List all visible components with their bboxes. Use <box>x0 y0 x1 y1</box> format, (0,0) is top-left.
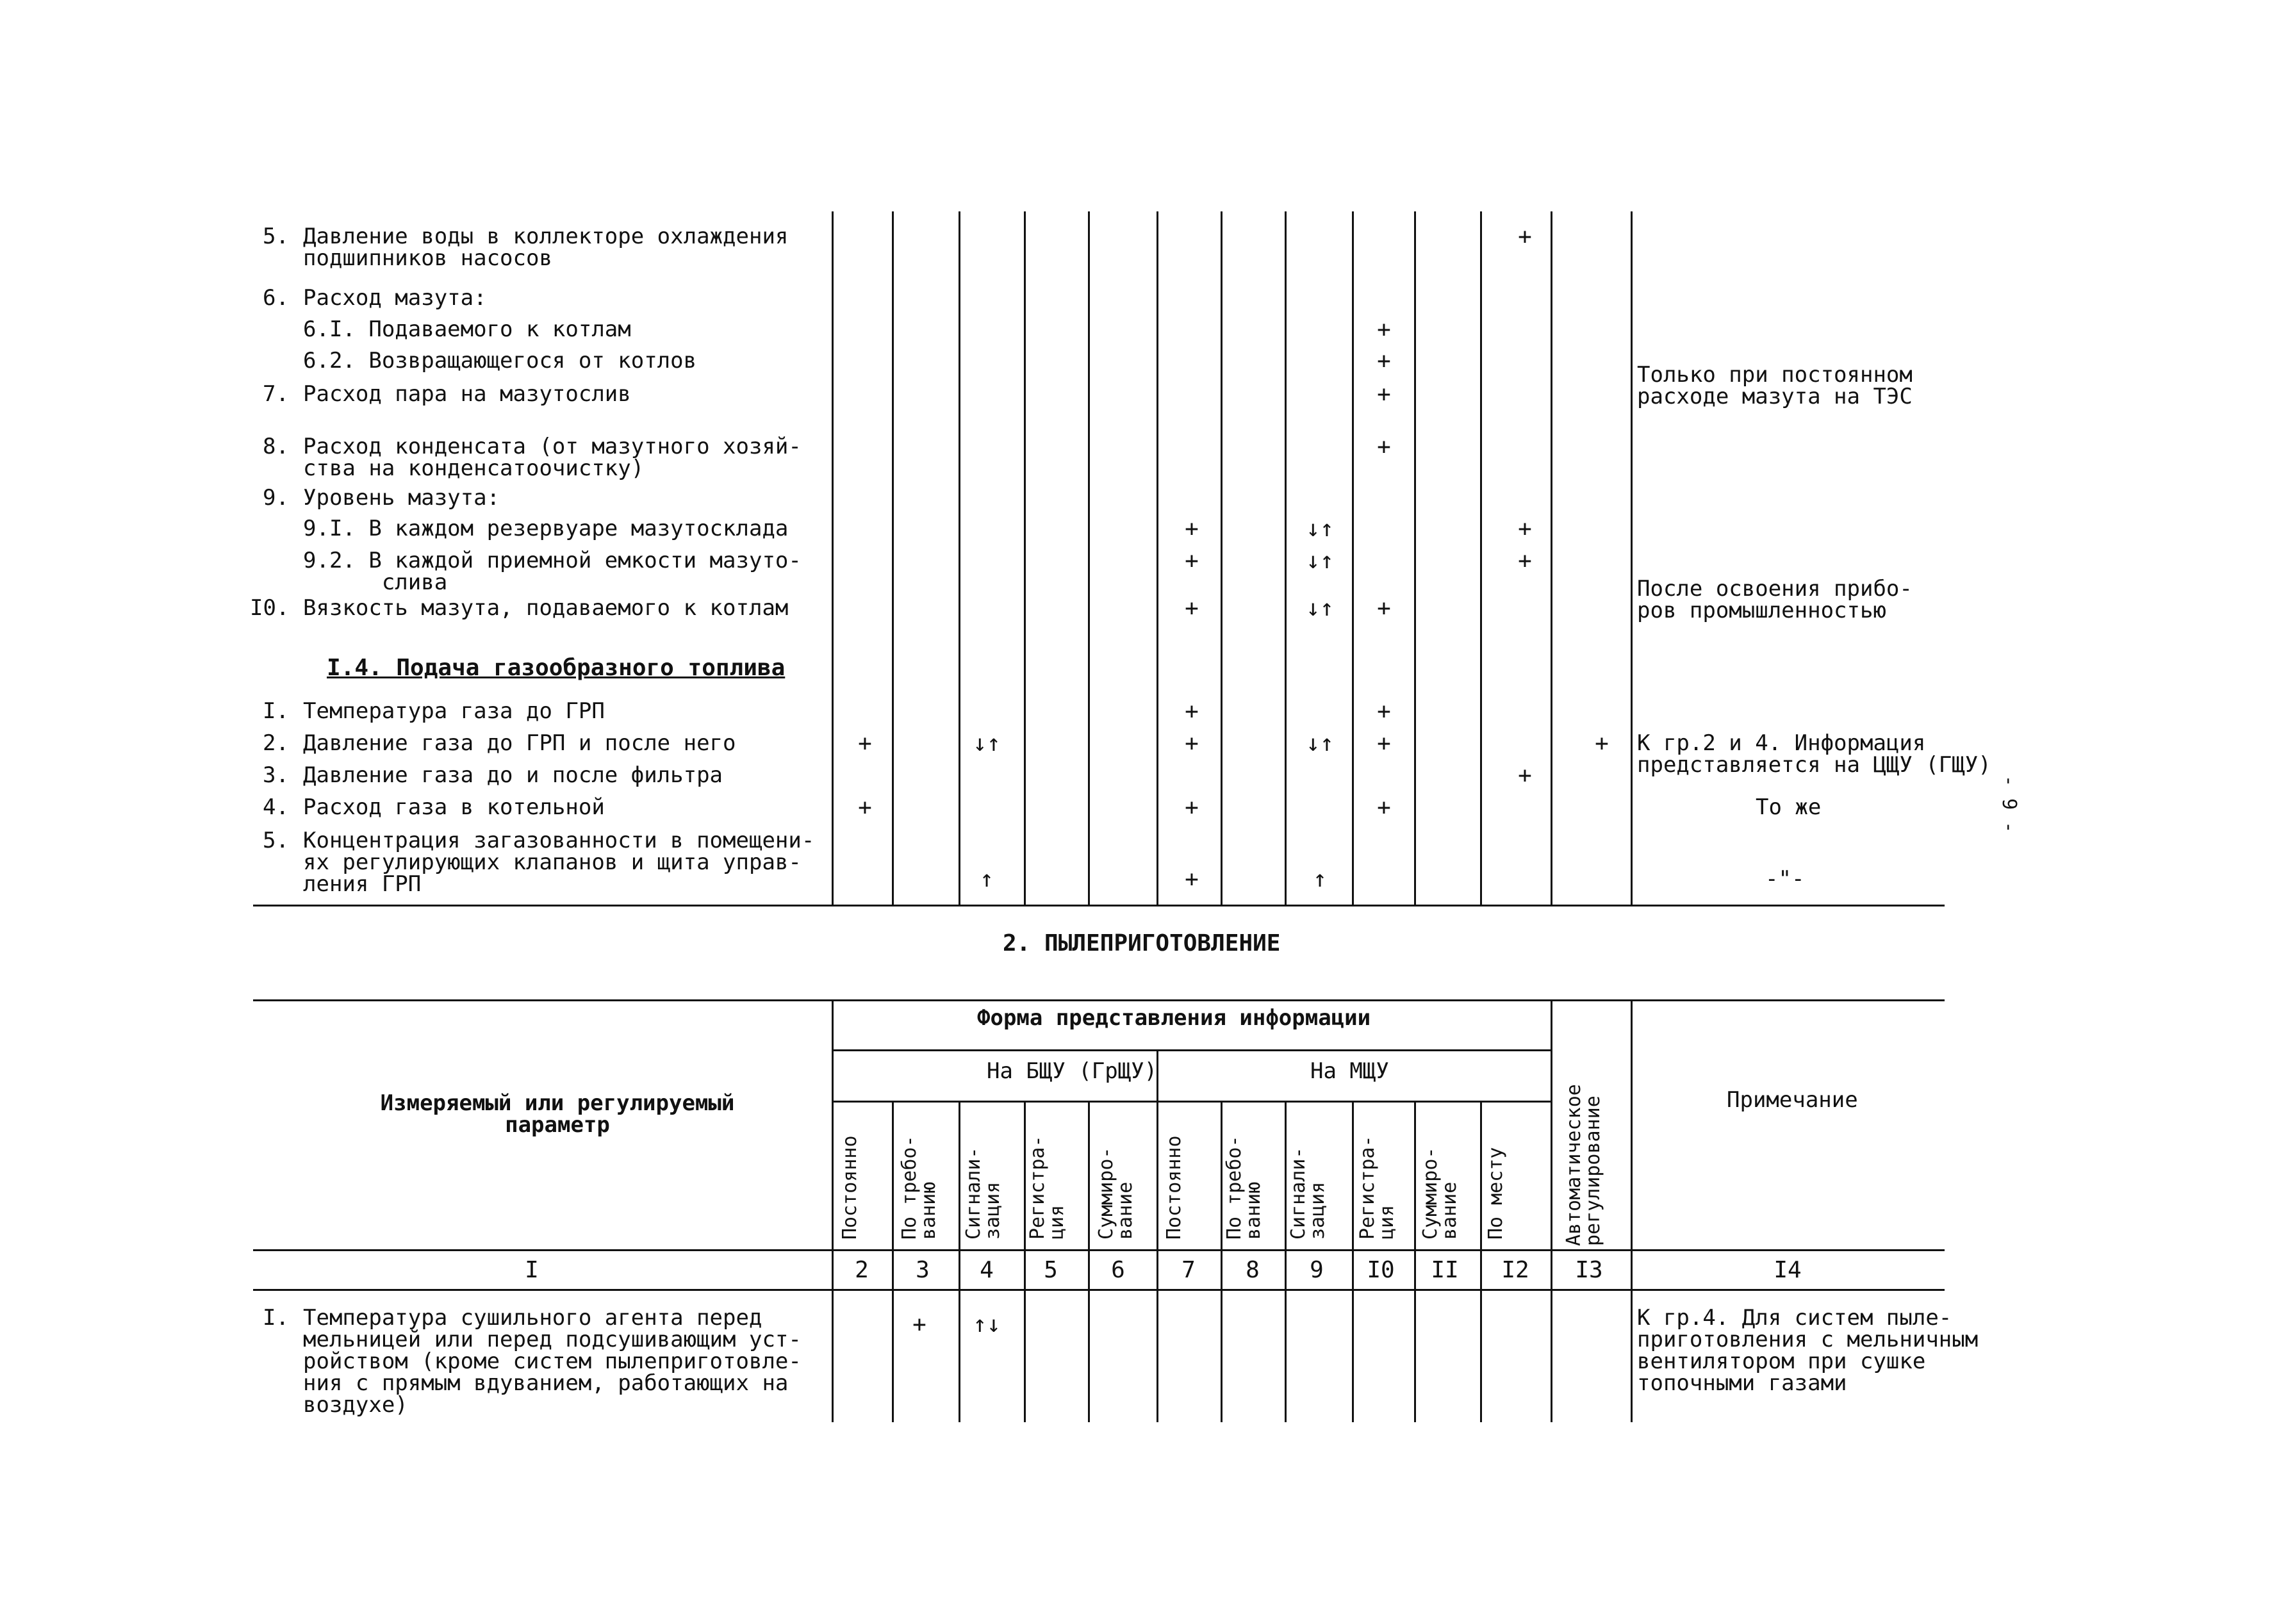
header-subcolumn: Постоянно <box>839 1135 861 1240</box>
row-mark: + <box>1185 730 1199 757</box>
header-parameter: Измеряемый или регулируемый параметр <box>380 1090 735 1138</box>
row-number: 4. <box>263 794 289 820</box>
row-parameter: Температура сушильного агента перед мельницей или перед подсушивающим уст- ройством (кроме систем пылеприготовле- ния с прямым вдуванием, работающих на воздухе) <box>303 1305 802 1418</box>
row-mark: + <box>1518 516 1532 542</box>
column-number: 8 <box>1246 1257 1260 1283</box>
column-number: I4 <box>1774 1257 1802 1283</box>
row-number: I. <box>263 698 289 724</box>
column-number: 4 <box>980 1257 994 1283</box>
header-mshu: На МЩУ <box>1310 1058 1389 1084</box>
header-subcolumn: По требо- ванию <box>1223 1135 1265 1240</box>
row-parameter: Давление газа до и после фильтра <box>303 762 723 788</box>
column-number: I3 <box>1575 1257 1603 1283</box>
header-auto-regulation: Автоматическое регулирование <box>1563 1084 1604 1246</box>
header-subcolumn: Сигнали- зация <box>1287 1147 1329 1240</box>
row-mark: ↓↑ <box>1306 516 1334 542</box>
row-number: I. <box>263 1305 289 1331</box>
row-mark: + <box>1377 698 1391 725</box>
header-bshu: На БЩУ (ГрЩУ) <box>987 1058 1158 1084</box>
row-mark: + <box>1377 730 1391 757</box>
column-number: 3 <box>916 1257 930 1283</box>
header-mid-line <box>832 1049 1551 1051</box>
row-mark: + <box>1595 730 1609 757</box>
row-note: После освоения прибо- ров промышленностью <box>1637 576 1913 623</box>
header-vline <box>1631 999 1633 1422</box>
numbers-bottom-line <box>253 1289 1945 1291</box>
header-subcolumn: Суммиро- вание <box>1095 1147 1137 1240</box>
table-vline <box>1631 211 1633 906</box>
row-mark: + <box>858 794 872 821</box>
row-number: 2. <box>263 730 289 756</box>
row-mark: ↑ <box>1313 866 1327 892</box>
table-vline <box>832 211 834 906</box>
row-parameter: Температура газа до ГРП <box>303 698 605 724</box>
row-parameter: Расход пара на мазутослив <box>303 381 631 407</box>
header-subcolumn: Регистра- ция <box>1026 1135 1068 1240</box>
row-parameter: 9.I. В каждом резервуаре мазутосклада <box>303 516 789 541</box>
row-number: 9. <box>263 485 289 511</box>
header-sub-line <box>832 1101 1551 1103</box>
row-mark: + <box>1377 348 1391 374</box>
row-mark: + <box>1518 224 1532 250</box>
table-vline <box>959 211 960 906</box>
row-mark: + <box>1377 381 1391 407</box>
header-subcolumn: Постоянно <box>1163 1135 1185 1240</box>
row-mark: + <box>1377 434 1391 460</box>
table-vline <box>1551 211 1552 906</box>
row-parameter: Уровень мазута: <box>303 485 500 511</box>
row-parameter: Расход конденсата (от мазутного хозяй- ства на конденсатоочистку) <box>303 434 802 481</box>
header-form-title: Форма представления информации <box>977 1005 1371 1031</box>
header-subcolumn: Суммиро- вание <box>1419 1147 1461 1240</box>
header-subcolumn: По требо- ванию <box>898 1135 940 1240</box>
row-mark: + <box>1185 698 1199 725</box>
row-number: 8. <box>263 434 289 459</box>
header-note: Примечание <box>1727 1087 1858 1113</box>
table-vline <box>1480 211 1482 906</box>
row-parameter: Расход мазута: <box>303 285 487 311</box>
table-bottom-line <box>253 905 1945 906</box>
row-note: -"- <box>1765 866 1805 892</box>
header-vline <box>1480 1101 1482 1422</box>
header-vline <box>1157 1049 1158 1422</box>
row-mark: + <box>1377 595 1391 621</box>
row-parameter: 9.2. В каждой приемной емкости мазуто- слива <box>303 548 802 595</box>
column-number: 5 <box>1044 1257 1058 1283</box>
row-number: 3. <box>263 762 289 788</box>
row-number: 5. <box>263 828 289 853</box>
column-number: I <box>525 1257 539 1283</box>
row-mark: + <box>1185 595 1199 621</box>
row-parameter: 6.I. Подаваемого к котлам <box>303 316 631 342</box>
row-mark: + <box>1185 548 1199 574</box>
row-mark: ↓↑ <box>1306 730 1334 757</box>
column-number: I0 <box>1367 1257 1395 1283</box>
header-subcolumn: Сигнали- зация <box>962 1147 1004 1240</box>
column-number: 6 <box>1111 1257 1125 1283</box>
row-parameter: Вязкость мазута, подаваемого к котлам <box>303 595 789 621</box>
header-vline <box>832 999 834 1422</box>
section-title-2: 2. ПЫЛЕПРИГОТОВЛЕНИЕ <box>1003 930 1281 956</box>
header-bottom-line <box>253 1249 1945 1251</box>
row-mark: ↑↓ <box>973 1311 1001 1338</box>
table-vline <box>1414 211 1416 906</box>
page-number: - 9 - <box>1998 775 2020 833</box>
row-parameter: Давление воды в коллекторе охлаждения подшипников насосов <box>303 224 789 271</box>
row-note: К гр.2 и 4. Информация представляется на ЦЩУ (ГЩУ) <box>1637 730 1991 778</box>
row-parameter: 6.2. Возвращающегося от котлов <box>303 348 697 373</box>
header-vline <box>1551 999 1552 1422</box>
table-vline <box>1285 211 1287 906</box>
row-note: К гр.4. Для систем пыле- приготовления с мельничным вентилятором при сушке топочными газами <box>1637 1305 1979 1396</box>
row-mark: ↓↑ <box>973 730 1001 757</box>
row-mark: + <box>1518 548 1532 574</box>
row-mark: + <box>1185 516 1199 542</box>
row-mark: + <box>1185 866 1199 892</box>
header-top-line <box>253 999 1945 1001</box>
table-vline <box>1221 211 1222 906</box>
row-number: 6. <box>263 285 289 311</box>
table-vline <box>1157 211 1158 906</box>
header-subcolumn: Регистра- ция <box>1356 1135 1398 1240</box>
row-mark: ↓↑ <box>1306 595 1334 621</box>
table-vline <box>1088 211 1090 906</box>
row-parameter: Давление газа до ГРП и после него <box>303 730 736 756</box>
column-number: I2 <box>1501 1257 1529 1283</box>
row-mark: + <box>1377 794 1391 821</box>
table-vline <box>1352 211 1354 906</box>
header-subcolumn: По месту <box>1485 1147 1507 1240</box>
row-mark: + <box>912 1311 926 1338</box>
row-mark: ↓↑ <box>1306 548 1334 574</box>
row-number: 5. <box>263 224 289 249</box>
row-number: 7. <box>263 381 289 407</box>
table-vline <box>1024 211 1026 906</box>
row-mark: + <box>1377 316 1391 343</box>
row-mark: ↑ <box>980 866 994 892</box>
row-mark: + <box>1185 794 1199 821</box>
table-vline <box>892 211 894 906</box>
column-number: 7 <box>1181 1257 1196 1283</box>
row-note: То же <box>1756 794 1822 820</box>
section-heading-1-4: I.4. Подача газообразного топлива <box>327 655 786 681</box>
column-number: II <box>1431 1257 1459 1283</box>
column-number: 2 <box>855 1257 869 1283</box>
row-number: I0. <box>250 595 290 621</box>
column-number: 9 <box>1310 1257 1324 1283</box>
row-mark: + <box>858 730 872 757</box>
row-mark: + <box>1518 762 1532 789</box>
row-note: Только при постоянном расходе мазута на ТЭС <box>1637 362 1913 409</box>
row-parameter: Концентрация загазованности в помещени- ях регулирующих клапанов и щита управ- ления ГРП <box>303 828 815 897</box>
row-parameter: Расход газа в котельной <box>303 794 605 820</box>
